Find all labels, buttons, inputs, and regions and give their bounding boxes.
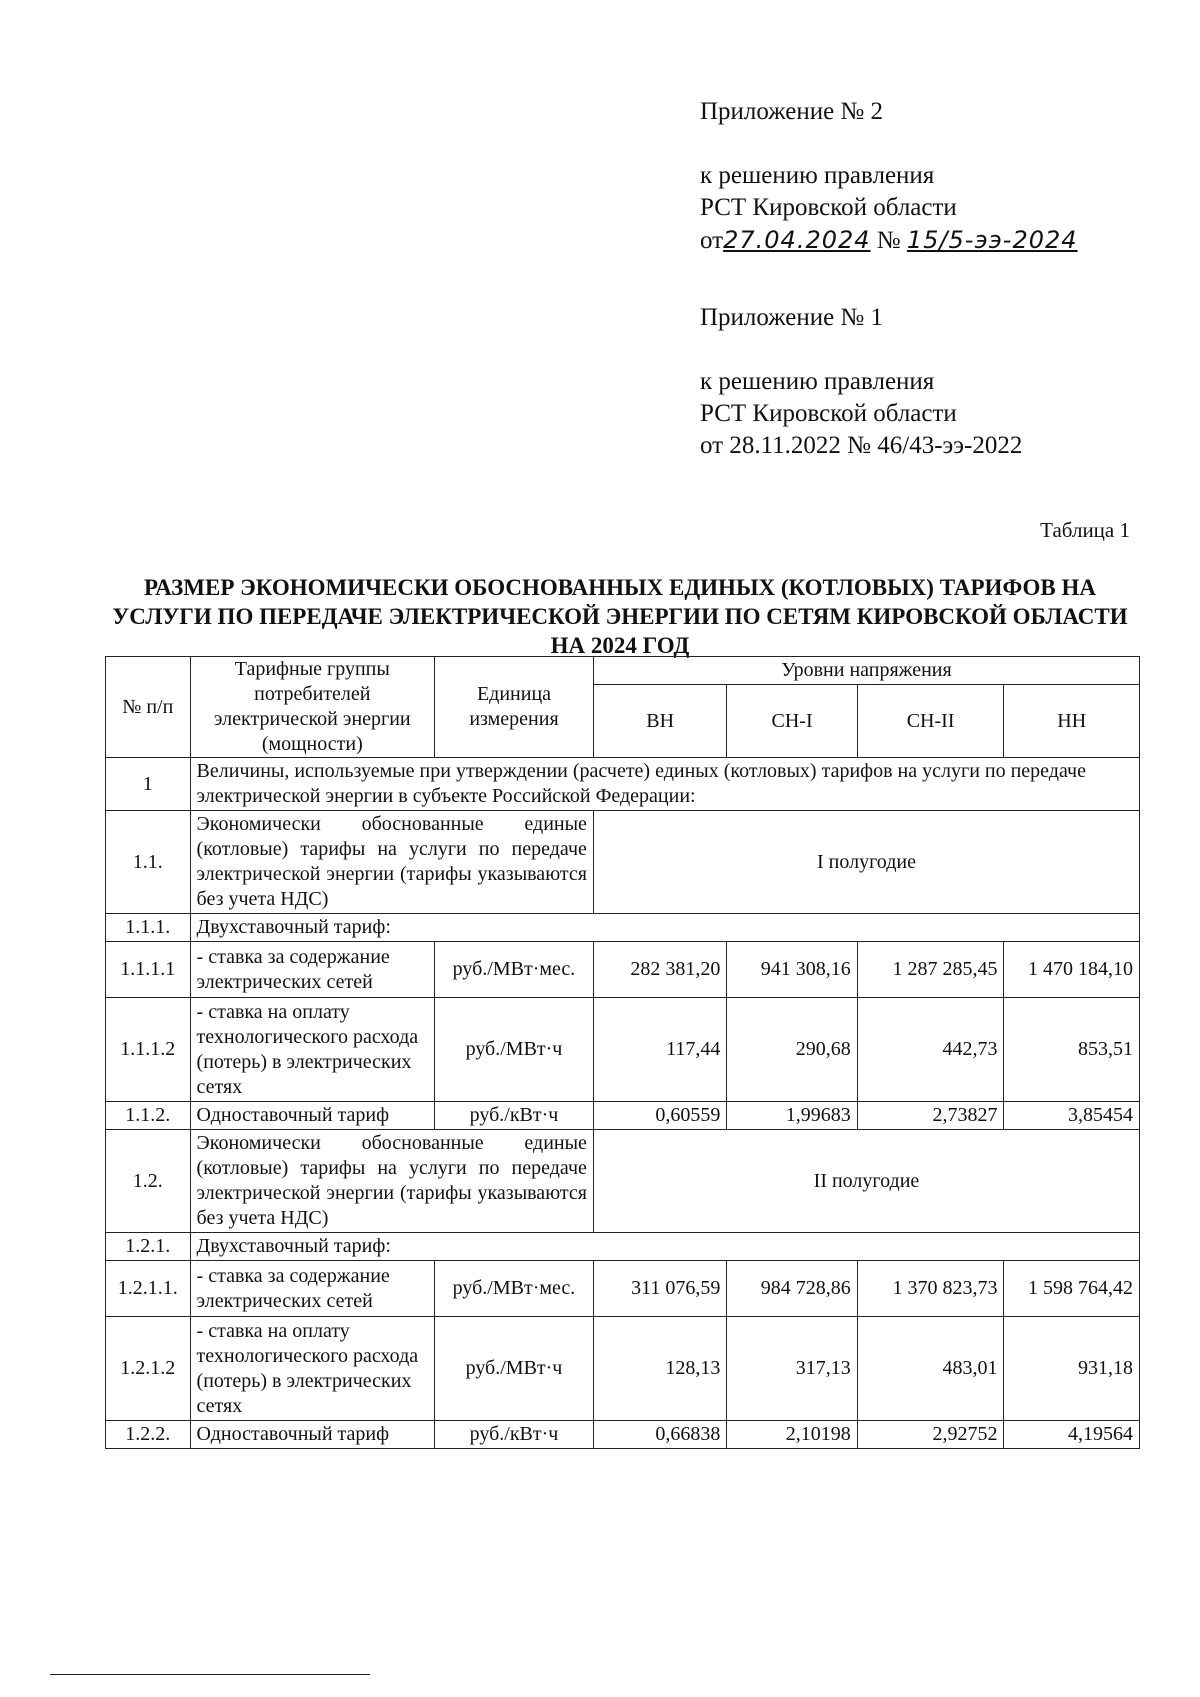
- value-vn: 0,60559: [593, 1102, 726, 1130]
- table-row: [106, 1317, 1140, 1421]
- header-sn1: СН-I: [727, 685, 857, 758]
- row-unit: руб./МВт·мес.: [435, 1261, 594, 1317]
- appendix-2-block: [700, 96, 1078, 257]
- value-vn: 0,66838: [593, 1421, 726, 1449]
- tariff-table: [105, 656, 1140, 1449]
- table-row: [106, 1233, 1140, 1261]
- row-num: 1: [106, 758, 191, 811]
- row-text: Экономически обоснованные единые (котловые) тарифы на услуги по передаче электрической энергии (тарифы указываются без учета НДС): [190, 1130, 593, 1233]
- period-cell: I полугодие: [593, 811, 1139, 914]
- value-sn2: 2,92752: [857, 1421, 1004, 1449]
- value-nn: 1 598 764,42: [1004, 1261, 1140, 1317]
- appendix-1-title: Приложение № 1: [700, 304, 884, 331]
- row-unit: руб./МВт·ч: [435, 998, 594, 1102]
- table-row: [106, 914, 1140, 942]
- appendix-1-block: [700, 302, 1022, 462]
- value-nn: 3,85454: [1004, 1102, 1140, 1130]
- row-text: - ставка за содержание электрических сетей: [190, 942, 434, 998]
- row-text: - ставка за содержание электрических сетей: [190, 1261, 434, 1317]
- period-cell: II полугодие: [593, 1130, 1139, 1233]
- footnote-divider: [50, 1674, 370, 1675]
- row-text: Величины, используемые при утверждении (расчете) единых (котловых) тарифов на услуги по передаче электрической энергии в субъекте Российской Федерации:: [190, 758, 1139, 811]
- header-unit: Единица измерения: [435, 657, 594, 758]
- table-row: [106, 998, 1140, 1102]
- row-text: Одноставочный тариф: [190, 1421, 434, 1449]
- value-sn1: 2,10198: [727, 1421, 857, 1449]
- appendix-1-line2: РСТ Кировской области: [700, 400, 957, 427]
- table-row: [106, 1102, 1140, 1130]
- row-text: Двухставочный тариф:: [190, 1233, 1139, 1261]
- row-text: Двухставочный тариф:: [190, 914, 1139, 942]
- row-text: Одноставочный тариф: [190, 1102, 434, 1130]
- value-sn2: 483,01: [857, 1317, 1004, 1421]
- table-row: [106, 942, 1140, 998]
- value-vn: 311 076,59: [593, 1261, 726, 1317]
- value-sn2: 1 370 823,73: [857, 1261, 1004, 1317]
- row-num: 1.1.1.: [106, 914, 191, 942]
- value-nn: 853,51: [1004, 998, 1140, 1102]
- header-sn2: СН-II: [857, 685, 1004, 758]
- row-unit: руб./МВт·мес.: [435, 942, 594, 998]
- row-text: Экономически обоснованные единые (котловые) тарифы на услуги по передаче электрической энергии (тарифы указываются без учета НДС): [190, 811, 593, 914]
- row-num: 1.1.: [106, 811, 191, 914]
- row-num: 1.2.2.: [106, 1421, 191, 1449]
- value-sn2: 2,73827: [857, 1102, 1004, 1130]
- row-unit: руб./МВт·ч: [435, 1317, 594, 1421]
- document-title: РАЗМЕР ЭКОНОМИЧЕСКИ ОБОСНОВАННЫХ ЕДИНЫХ (КОТЛОВЫХ) ТАРИФОВ НА УСЛУГИ ПО ПЕРЕДАЧЕ ЭЛЕКТРИЧЕСКОЙ ЭНЕРГИИ ПО СЕТЯМ КИРОВСКОЙ ОБЛАСТИ НА 2024 ГОД: [112, 575, 1128, 658]
- value-vn: 117,44: [593, 998, 726, 1102]
- header-vn: ВН: [593, 685, 726, 758]
- table-row: [106, 758, 1140, 811]
- value-vn: 128,13: [593, 1317, 726, 1421]
- value-nn: 931,18: [1004, 1317, 1140, 1421]
- handwritten-date: 27.04.2024: [723, 226, 871, 254]
- table-row: [106, 811, 1140, 914]
- row-num: 1.2.: [106, 1130, 191, 1233]
- header-voltage-levels: Уровни напряжения: [593, 657, 1139, 685]
- value-sn1: 290,68: [727, 998, 857, 1102]
- row-num: 1.1.1.2: [106, 998, 191, 1102]
- value-sn1: 984 728,86: [727, 1261, 857, 1317]
- value-sn1: 1,99683: [727, 1102, 857, 1130]
- row-unit: руб./кВт·ч: [435, 1102, 594, 1130]
- row-num: 1.2.1.2: [106, 1317, 191, 1421]
- row-text: - ставка на оплату технологического расхода (потерь) в электрических сетях: [190, 1317, 434, 1421]
- table-header-row: [106, 657, 1140, 685]
- row-text: - ставка на оплату технологического расхода (потерь) в электрических сетях: [190, 998, 434, 1102]
- value-sn1: 941 308,16: [727, 942, 857, 998]
- table-row: [106, 1261, 1140, 1317]
- appendix-1-line3: от 28.11.2022 № 46/43-ээ-2022: [700, 432, 1023, 459]
- value-sn2: 442,73: [857, 998, 1004, 1102]
- handwritten-number: 15/5-ээ-2024: [906, 226, 1078, 254]
- value-sn2: 1 287 285,45: [857, 942, 1004, 998]
- table-label: Таблица 1: [1040, 518, 1130, 542]
- header-num: № п/п: [106, 657, 191, 758]
- value-vn: 282 381,20: [593, 942, 726, 998]
- value-nn: 4,19564: [1004, 1421, 1140, 1449]
- row-num: 1.1.1.1: [106, 942, 191, 998]
- appendix-2-line2: РСТ Кировской области: [700, 194, 957, 221]
- appendix-2-title: Приложение № 2: [700, 98, 884, 125]
- appendix-2-line1: к решению правления: [700, 162, 935, 189]
- table-row: [106, 1130, 1140, 1233]
- appendix-2-date-line: [700, 224, 1078, 257]
- table-row: [106, 1421, 1140, 1449]
- value-nn: 1 470 184,10: [1004, 942, 1140, 998]
- row-num: 1.2.1.1.: [106, 1261, 191, 1317]
- number-prefix: №: [876, 227, 901, 254]
- row-num: 1.2.1.: [106, 1233, 191, 1261]
- row-unit: руб./кВт·ч: [435, 1421, 594, 1449]
- header-group: Тарифные группы потребителей электрической энергии (мощности): [190, 657, 434, 758]
- value-sn1: 317,13: [727, 1317, 857, 1421]
- date-prefix: от: [700, 227, 724, 254]
- header-nn: НН: [1004, 685, 1140, 758]
- appendix-1-line1: к решению правления: [700, 368, 935, 395]
- row-num: 1.1.2.: [106, 1102, 191, 1130]
